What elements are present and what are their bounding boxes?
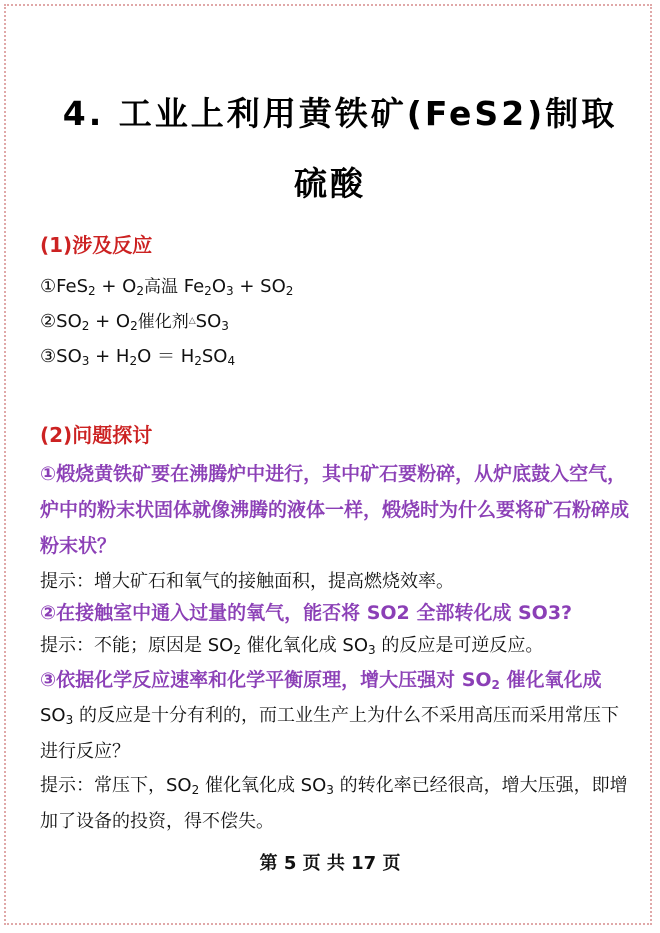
equation-1: ①FeS$_2$ + $O_2$高温 $Fe_2O_3 + SO_2$ [40, 276, 294, 298]
page-title-line2: 硫酸 [294, 164, 366, 203]
question-3-continued: $SO_3$ 的反应是十分有利的，而工业生产上为什么不采用高压而采用常压下进行反应？ [40, 705, 619, 762]
heat-triangle-icon: △ [188, 316, 196, 326]
page-title: 4. 工业上利用黄铁矿(FeS2)制取 [62, 94, 618, 133]
reaction-condition: 催化剂 [137, 312, 189, 332]
answer-1: 提示：增大矿石和氧气的接触面积，提高燃烧效率。 [40, 571, 454, 592]
section-heading-reactions: (1)涉及反应 [40, 233, 153, 257]
equation-3: $③SO_3 + H_2O = H_2SO_4$ [40, 346, 236, 368]
page-number: 第 5 页 共 17 页 [259, 853, 401, 874]
equation-2: $②SO_2 + O_2$催化剂$^\triangle SO_3$ [40, 311, 229, 333]
reaction-condition: 高温 [144, 277, 178, 297]
answer-2: 提示：不能；原因是 $SO_2$ 催化氧化成 $SO_3$ 的反应是可逆反应。 [40, 635, 544, 657]
section-heading-discussion: (2)问题探讨 [40, 423, 153, 447]
question-1: ①煅烧黄铁矿要在沸腾炉中进行，其中矿石要粉碎，从炉底鼓入空气，炉中的粉末状固体就像沸腾的液体一样，煅烧时为什么要将矿石粉碎成粉末状？ [40, 463, 630, 557]
answer-3: 提示：常压下，$SO_2$ 催化氧化成 $SO_3$ 的转化率已经很高，增大压强，即增加了设备的投资，得不偿失。 [40, 775, 628, 832]
question-3: ③依据化学反应速率和化学平衡原理，增大压强对 $SO_2$ 催化氧化成 [40, 669, 602, 692]
question-2: ②在接触室中通入过量的氧气，能否将 SO2 全部转化成 SO3? [40, 602, 573, 624]
